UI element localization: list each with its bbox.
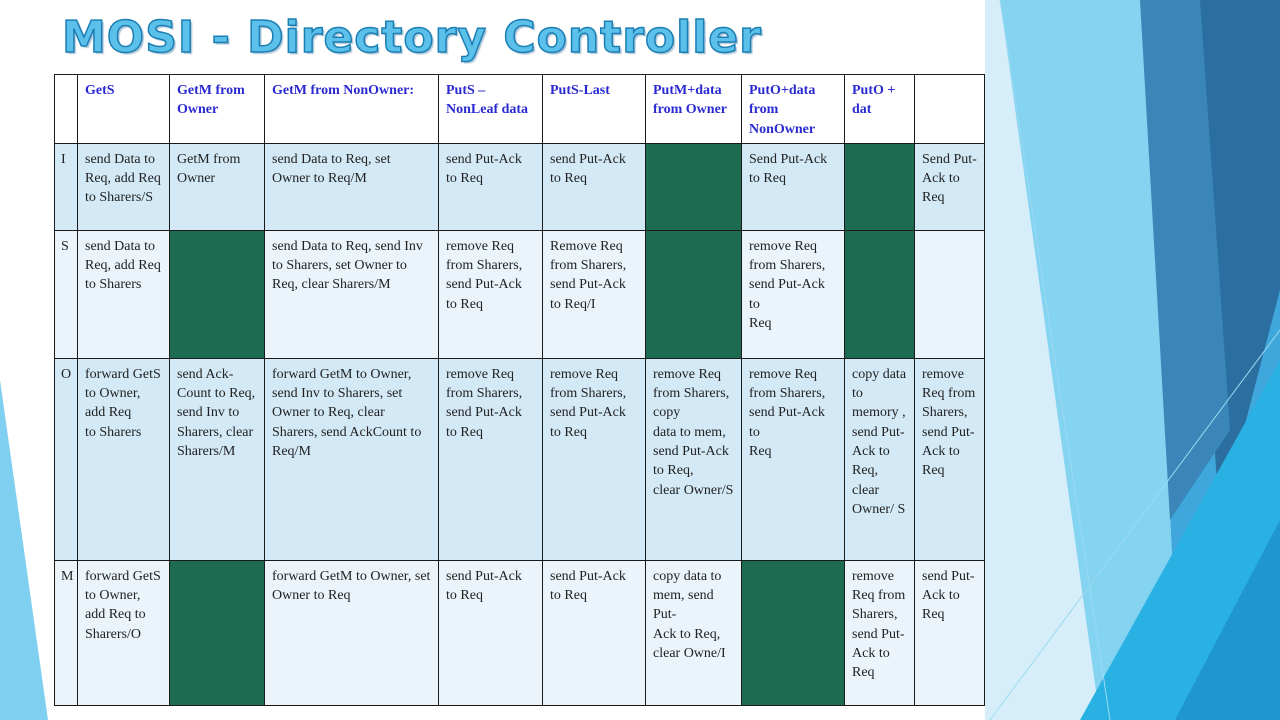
action-text: forward GetS to Owner, add Req to Sharers	[85, 366, 161, 440]
header-cell-corner	[55, 75, 78, 144]
action-text: send Data to Req, add Req to Sharers/S	[85, 151, 161, 206]
action-text: send Data to Req, add Req to Sharers	[85, 238, 161, 293]
action-text: send Put-Ack to Req	[446, 568, 522, 604]
action-cell	[170, 358, 265, 560]
action-text: remove Req from Sharers, send Put-Ack to Req	[550, 366, 627, 440]
action-cell	[543, 358, 646, 560]
action-text: forward GetS to Owner, add Req to Sharers/O	[85, 568, 161, 642]
blocked-cell	[170, 230, 265, 358]
state-label: S	[55, 230, 78, 358]
directory-controller-table	[54, 74, 985, 706]
action-text: forward GetM to Owner, send Inv to Sharers, set Owner to Req, clear Sharers, send AckCount to Req/M	[272, 366, 422, 460]
action-cell	[78, 560, 170, 705]
header-cell-puto-nonowner: PutO+data from NonOwner	[742, 75, 845, 144]
action-cell	[646, 560, 742, 705]
action-text: send Put-Ack to Req	[550, 568, 626, 604]
action-text: remove Req from Sharers, send Put-Ack to Req	[446, 366, 523, 440]
blocked-cell	[646, 143, 742, 230]
action-cell	[915, 230, 985, 358]
action-cell	[845, 560, 915, 705]
action-text: send Put-Ack to Req	[550, 151, 626, 187]
header-cell-puts-last: PutS-Last	[543, 75, 646, 144]
blocked-cell	[646, 230, 742, 358]
action-text: send Put-Ack to Req	[922, 568, 975, 623]
action-cell	[845, 358, 915, 560]
action-cell	[742, 358, 845, 560]
table-row-state-i	[55, 143, 985, 230]
action-cell	[265, 143, 439, 230]
action-cell	[915, 358, 985, 560]
table-row-state-s	[55, 230, 985, 358]
header-cell-empty	[915, 75, 985, 144]
slide-title: MOSI - Directory Controller	[62, 12, 762, 63]
state-label: M	[55, 560, 78, 705]
action-cell	[543, 230, 646, 358]
action-text: Remove Req from Sharers, send Put-Ack to Req/I	[550, 238, 627, 312]
action-cell	[265, 230, 439, 358]
action-cell	[742, 230, 845, 358]
action-text: send Data to Req, set Owner to Req/M	[272, 151, 391, 187]
header-cell-gets: GetS	[78, 75, 170, 144]
action-cell	[646, 358, 742, 560]
action-cell	[439, 230, 543, 358]
action-cell	[78, 358, 170, 560]
state-label: I	[55, 143, 78, 230]
action-text: remove Req from Sharers, send Put-Ack to Req	[749, 366, 826, 460]
action-cell	[543, 143, 646, 230]
action-text: Send Put-Ack to Req	[922, 151, 977, 206]
action-text: copy data to memory , send Put-Ack to Req, clear Owner/ S	[852, 366, 907, 517]
table-header-row	[55, 75, 985, 144]
action-text: send Put-Ack to Req	[446, 151, 522, 187]
action-cell	[78, 143, 170, 230]
action-text: remove Req from Sharers, send Put-Ack to Req	[446, 238, 523, 312]
action-text: remove Req from Sharers, copy data to mem, send Put-Ack to Req, clear Owner/S	[653, 366, 734, 498]
blocked-cell	[845, 143, 915, 230]
action-text: copy data to mem, send Put- Ack to Req, clear Owne/I	[653, 568, 726, 662]
action-cell	[915, 143, 985, 230]
action-text: remove Req from Sharers, send Put-Ack to Req	[922, 366, 976, 479]
header-cell-getm-owner: GetM from Owner	[170, 75, 265, 144]
action-text: Send Put-Ack to Req	[749, 151, 828, 187]
blocked-cell	[742, 560, 845, 705]
table-row-state-o	[55, 358, 985, 560]
action-cell	[170, 143, 265, 230]
header-cell-putm-owner: PutM+data from Owner	[646, 75, 742, 144]
action-text: send Data to Req, send Inv to Sharers, set Owner to Req, clear Sharers/M	[272, 238, 423, 293]
table-row-state-m	[55, 560, 985, 705]
header-cell-getm-nonowner: GetM from NonOwner:	[265, 75, 439, 144]
action-cell	[439, 560, 543, 705]
left-accent-shape	[0, 380, 48, 720]
action-text: remove Req from Sharers, send Put-Ack to Req	[852, 568, 906, 681]
action-cell	[742, 143, 845, 230]
action-cell	[439, 358, 543, 560]
header-cell-puto-dat: PutO + dat	[845, 75, 915, 144]
blocked-cell	[845, 230, 915, 358]
state-label: O	[55, 358, 78, 560]
action-text: GetM from Owner	[177, 151, 241, 187]
action-text: forward GetM to Owner, set Owner to Req	[272, 568, 431, 604]
action-cell	[439, 143, 543, 230]
action-cell	[543, 560, 646, 705]
action-cell	[265, 358, 439, 560]
action-cell	[265, 560, 439, 705]
blocked-cell	[170, 560, 265, 705]
header-cell-puts-nonleaf: PutS – NonLeaf data	[439, 75, 543, 144]
action-text: send Ack-Count to Req, send Inv to Sharers, clear Sharers/M	[177, 366, 256, 460]
action-text: remove Req from Sharers, send Put-Ack to Req	[749, 238, 826, 332]
action-cell	[915, 560, 985, 705]
action-cell	[78, 230, 170, 358]
